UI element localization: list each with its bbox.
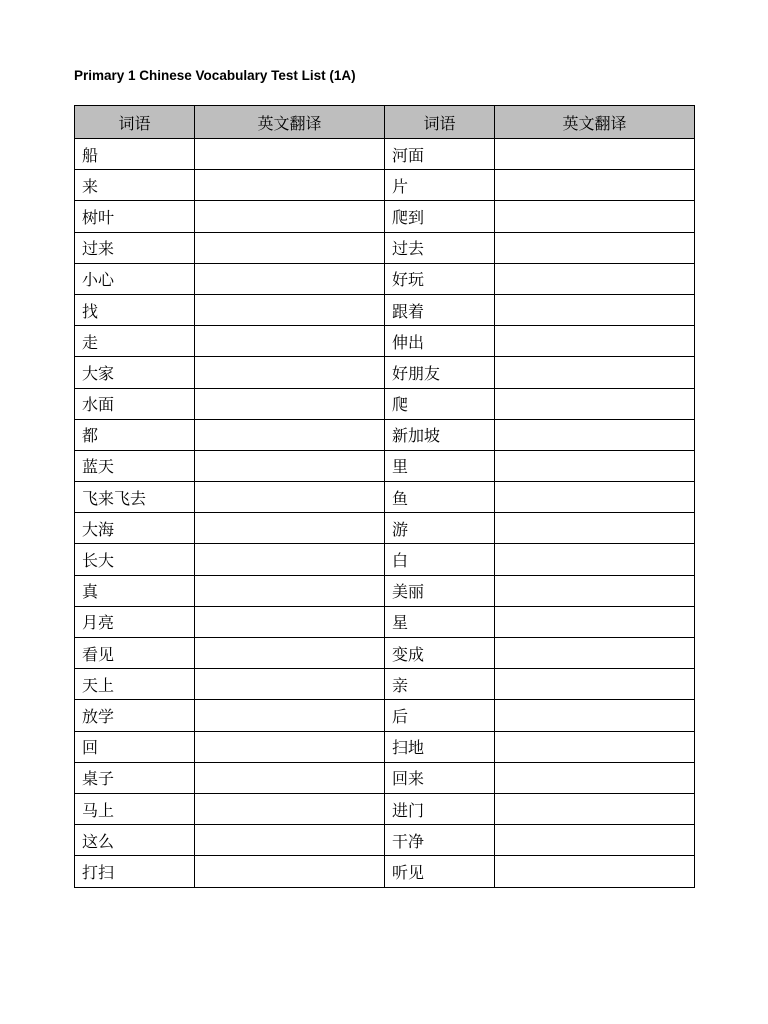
word-cell-right: 后 xyxy=(385,700,495,731)
translation-input-left[interactable] xyxy=(195,700,385,731)
header-translation-right: 英文翻译 xyxy=(495,106,695,139)
translation-input-left[interactable] xyxy=(195,170,385,201)
table-header-row xyxy=(75,106,695,139)
word-cell-right: 星 xyxy=(385,606,495,637)
word-cell-left: 真 xyxy=(75,575,195,606)
word-cell-right: 新加坡 xyxy=(385,419,495,450)
word-cell-right: 爬到 xyxy=(385,201,495,232)
table-row xyxy=(75,326,695,357)
translation-input-left[interactable] xyxy=(195,825,385,856)
translation-input-left[interactable] xyxy=(195,544,385,575)
header-word-right: 词语 xyxy=(385,106,495,139)
translation-input-right[interactable] xyxy=(495,294,695,325)
word-cell-left: 树叶 xyxy=(75,201,195,232)
translation-input-right[interactable] xyxy=(495,482,695,513)
translation-input-left[interactable] xyxy=(195,388,385,419)
word-cell-left: 回 xyxy=(75,731,195,762)
word-cell-right: 美丽 xyxy=(385,575,495,606)
translation-input-left[interactable] xyxy=(195,450,385,481)
translation-input-right[interactable] xyxy=(495,388,695,419)
word-cell-right: 里 xyxy=(385,450,495,481)
word-cell-left: 过来 xyxy=(75,232,195,263)
word-cell-right: 扫地 xyxy=(385,731,495,762)
translation-input-left[interactable] xyxy=(195,263,385,294)
word-cell-left: 打扫 xyxy=(75,856,195,887)
translation-input-left[interactable] xyxy=(195,575,385,606)
translation-input-left[interactable] xyxy=(195,731,385,762)
word-cell-right: 变成 xyxy=(385,638,495,669)
word-cell-right: 鱼 xyxy=(385,482,495,513)
word-cell-right: 伸出 xyxy=(385,326,495,357)
word-cell-right: 进门 xyxy=(385,793,495,824)
translation-input-left[interactable] xyxy=(195,793,385,824)
translation-input-left[interactable] xyxy=(195,669,385,700)
word-cell-right: 河面 xyxy=(385,139,495,170)
table-row xyxy=(75,793,695,824)
translation-input-left[interactable] xyxy=(195,856,385,887)
translation-input-left[interactable] xyxy=(195,201,385,232)
word-cell-right: 过去 xyxy=(385,232,495,263)
translation-input-right[interactable] xyxy=(495,606,695,637)
translation-input-right[interactable] xyxy=(495,450,695,481)
table-row xyxy=(75,762,695,793)
table-row xyxy=(75,825,695,856)
table-row xyxy=(75,606,695,637)
translation-input-right[interactable] xyxy=(495,263,695,294)
word-cell-left: 大海 xyxy=(75,513,195,544)
table-row xyxy=(75,856,695,887)
translation-input-right[interactable] xyxy=(495,825,695,856)
word-cell-left: 看见 xyxy=(75,638,195,669)
word-cell-left: 找 xyxy=(75,294,195,325)
table-row xyxy=(75,232,695,263)
table-row xyxy=(75,700,695,731)
translation-input-right[interactable] xyxy=(495,762,695,793)
table-row xyxy=(75,357,695,388)
translation-input-right[interactable] xyxy=(495,513,695,544)
table-row xyxy=(75,294,695,325)
table-row xyxy=(75,482,695,513)
translation-input-left[interactable] xyxy=(195,638,385,669)
translation-input-left[interactable] xyxy=(195,357,385,388)
table-row xyxy=(75,544,695,575)
table-row xyxy=(75,201,695,232)
word-cell-right: 听见 xyxy=(385,856,495,887)
translation-input-right[interactable] xyxy=(495,357,695,388)
translation-input-left[interactable] xyxy=(195,326,385,357)
table-row xyxy=(75,419,695,450)
word-cell-right: 游 xyxy=(385,513,495,544)
table-row xyxy=(75,388,695,419)
word-cell-right: 好朋友 xyxy=(385,357,495,388)
word-cell-left: 放学 xyxy=(75,700,195,731)
table-row xyxy=(75,513,695,544)
word-cell-left: 船 xyxy=(75,139,195,170)
word-cell-left: 都 xyxy=(75,419,195,450)
translation-input-right[interactable] xyxy=(495,170,695,201)
word-cell-right: 亲 xyxy=(385,669,495,700)
word-cell-left: 水面 xyxy=(75,388,195,419)
translation-input-right[interactable] xyxy=(495,232,695,263)
translation-input-left[interactable] xyxy=(195,606,385,637)
word-cell-left: 小心 xyxy=(75,263,195,294)
word-cell-right: 回来 xyxy=(385,762,495,793)
translation-input-right[interactable] xyxy=(495,856,695,887)
table-row xyxy=(75,450,695,481)
table-row xyxy=(75,638,695,669)
translation-input-right[interactable] xyxy=(495,638,695,669)
word-cell-left: 马上 xyxy=(75,793,195,824)
translation-input-left[interactable] xyxy=(195,139,385,170)
word-cell-left: 飞来飞去 xyxy=(75,482,195,513)
translation-input-left[interactable] xyxy=(195,482,385,513)
word-cell-left: 这么 xyxy=(75,825,195,856)
translation-input-left[interactable] xyxy=(195,232,385,263)
translation-input-right[interactable] xyxy=(495,139,695,170)
vocabulary-table xyxy=(74,105,695,888)
translation-input-right[interactable] xyxy=(495,731,695,762)
word-cell-right: 干净 xyxy=(385,825,495,856)
translation-input-left[interactable] xyxy=(195,762,385,793)
table-row xyxy=(75,575,695,606)
table-row xyxy=(75,139,695,170)
table-row xyxy=(75,170,695,201)
table-row xyxy=(75,731,695,762)
header-word-left: 词语 xyxy=(75,106,195,139)
word-cell-right: 片 xyxy=(385,170,495,201)
translation-input-left[interactable] xyxy=(195,419,385,450)
translation-input-right[interactable] xyxy=(495,669,695,700)
translation-input-right[interactable] xyxy=(495,793,695,824)
word-cell-right: 白 xyxy=(385,544,495,575)
translation-input-left[interactable] xyxy=(195,513,385,544)
translation-input-right[interactable] xyxy=(495,575,695,606)
word-cell-left: 大家 xyxy=(75,357,195,388)
header-translation-left: 英文翻译 xyxy=(195,106,385,139)
word-cell-left: 月亮 xyxy=(75,606,195,637)
word-cell-left: 桌子 xyxy=(75,762,195,793)
page-title: Primary 1 Chinese Vocabulary Test List (1A) xyxy=(74,68,356,83)
translation-input-right[interactable] xyxy=(495,419,695,450)
translation-input-right[interactable] xyxy=(495,326,695,357)
translation-input-right[interactable] xyxy=(495,544,695,575)
word-cell-left: 来 xyxy=(75,170,195,201)
word-cell-right: 好玩 xyxy=(385,263,495,294)
translation-input-right[interactable] xyxy=(495,201,695,232)
word-cell-left: 天上 xyxy=(75,669,195,700)
word-cell-left: 长大 xyxy=(75,544,195,575)
translation-input-left[interactable] xyxy=(195,294,385,325)
table-row xyxy=(75,263,695,294)
translation-input-right[interactable] xyxy=(495,700,695,731)
word-cell-right: 跟着 xyxy=(385,294,495,325)
word-cell-right: 爬 xyxy=(385,388,495,419)
table-row xyxy=(75,669,695,700)
word-cell-left: 蓝天 xyxy=(75,450,195,481)
word-cell-left: 走 xyxy=(75,326,195,357)
